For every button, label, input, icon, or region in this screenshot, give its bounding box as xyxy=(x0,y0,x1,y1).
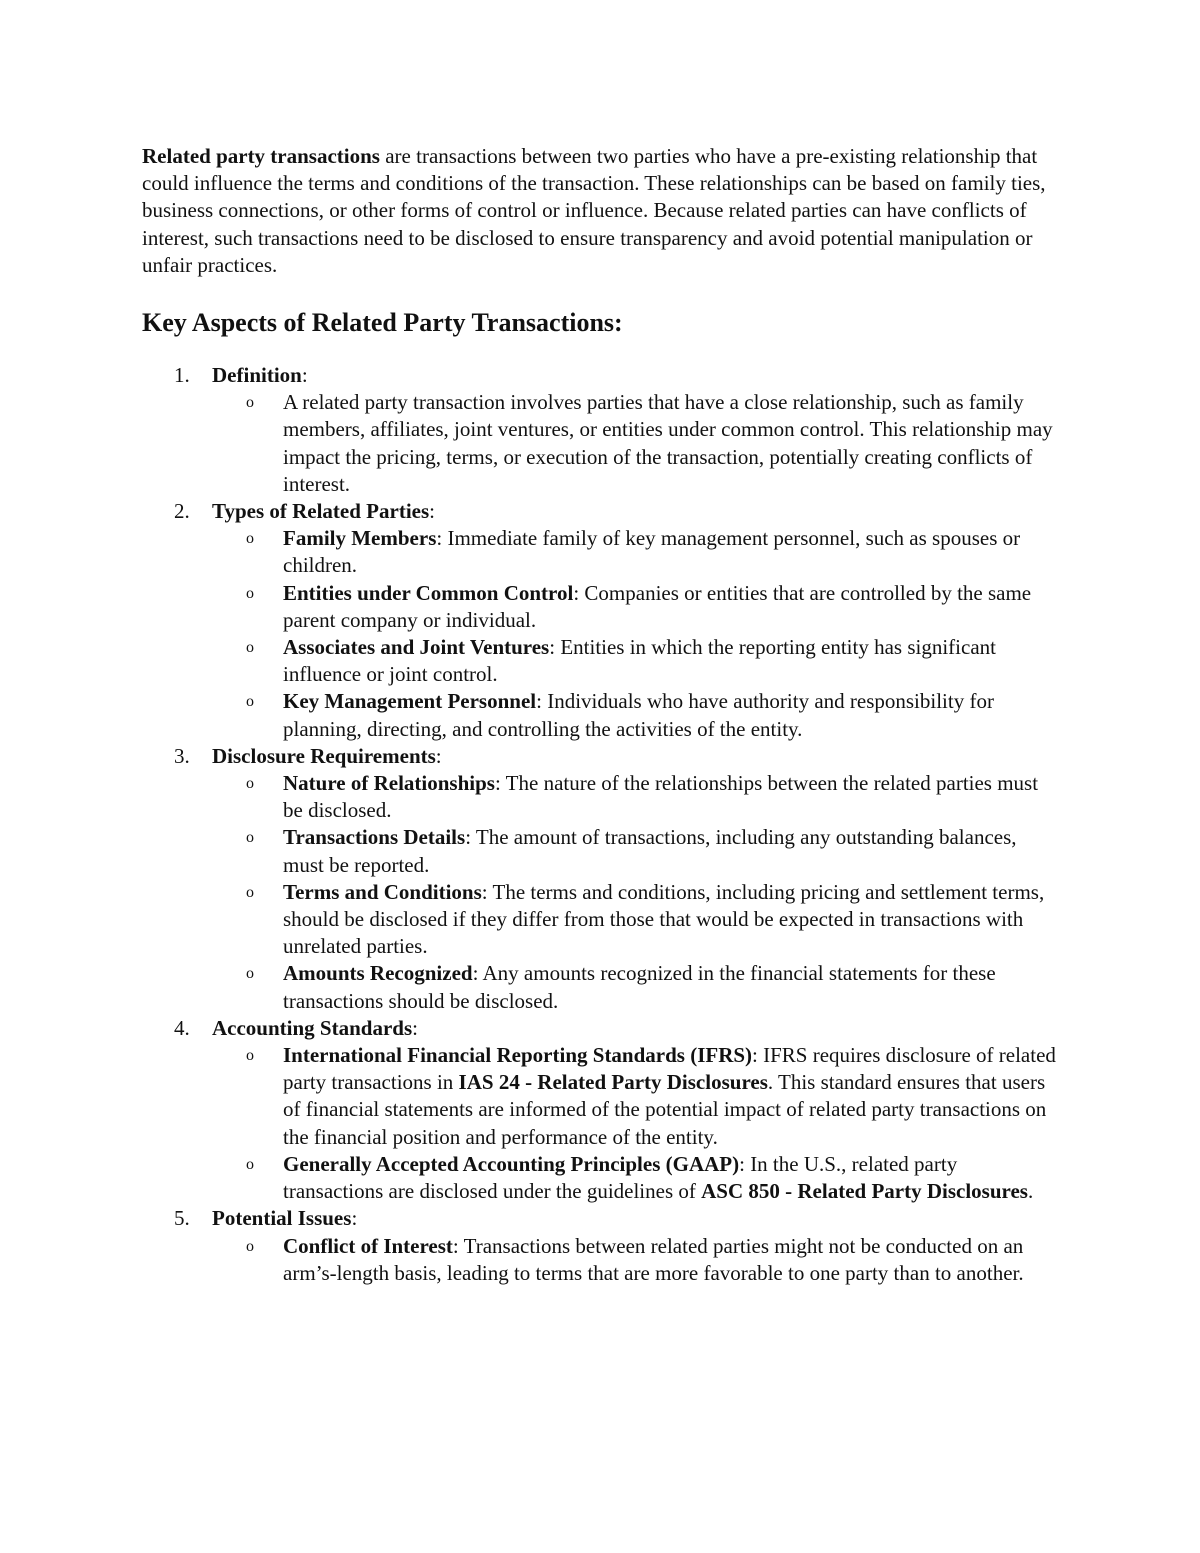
bullet-marker-icon: o xyxy=(246,829,254,847)
aspect-number: 4. xyxy=(174,1015,190,1040)
bullet-point xyxy=(212,960,1056,1014)
section-heading: Key Aspects of Related Party Transactions: xyxy=(142,308,623,337)
point-standard-reference: IAS 24 - Related Party Disclosures xyxy=(458,1070,768,1095)
point-term: Nature of Relationships xyxy=(283,771,495,796)
bullet-point xyxy=(212,525,1056,579)
aspect-title: Potential Issues xyxy=(212,1206,352,1231)
bullet-marker-icon: o xyxy=(246,775,254,793)
bullet-point xyxy=(212,1233,1056,1287)
bullet-marker-icon: o xyxy=(246,965,254,983)
bullet-point xyxy=(212,1151,1056,1205)
bullet-point xyxy=(212,580,1056,634)
point-term: Transactions Details xyxy=(283,825,466,850)
bullet-marker-icon: o xyxy=(246,1237,254,1255)
bullet-marker-icon: o xyxy=(246,1047,254,1065)
point-term: Family Members xyxy=(283,526,437,551)
bullet-point xyxy=(212,688,1056,742)
aspect-title-colon: : xyxy=(429,499,435,524)
bullet-marker-icon: o xyxy=(246,530,254,548)
aspect-points xyxy=(212,1042,1072,1205)
point-term: Key Management Personnel xyxy=(283,689,537,714)
intro-lead-term: Related party transactions xyxy=(142,144,380,168)
bullet-point xyxy=(212,634,1056,688)
point-term: Generally Accepted Accounting Principles (GAAP) xyxy=(283,1151,740,1176)
aspect-number: 3. xyxy=(174,743,190,768)
point-text: : The terms and conditions, including pricing and settlement terms, should be disclosed if they differ from those that would be expected in transactions with unrelated parties. xyxy=(283,879,1045,959)
point-term: Entities under Common Control xyxy=(283,580,574,605)
bullet-point xyxy=(212,1042,1056,1151)
aspect-title: Disclosure Requirements xyxy=(212,743,436,768)
point-term: Terms and Conditions xyxy=(283,879,482,904)
point-text: : Entities in which the reporting entity has significant influence or joint control. xyxy=(283,635,996,687)
bullet-marker-icon: o xyxy=(246,883,254,901)
intro-text: are transactions between two parties who have a pre-existing relationship that could influence the terms and conditions of the transaction. These relationships can be based on family ties, business connections, or other forms of control or influence. Because related parties can have conflicts of interest, such transactions need to be disclosed to ensure transparency and avoid potential manipulation or unfair practices. xyxy=(142,144,1046,277)
point-term: Conflict of Interest xyxy=(283,1233,453,1258)
bullet-marker-icon: o xyxy=(246,693,254,711)
aspect-number: 2. xyxy=(174,499,190,524)
point-term: Amounts Recognized xyxy=(283,961,473,986)
aspect-item xyxy=(0,1205,1072,1287)
bullet-point xyxy=(212,770,1056,824)
aspect-number: 1. xyxy=(174,363,190,387)
aspect-points xyxy=(212,525,1072,743)
aspect-title: Types of Related Parties xyxy=(212,499,430,524)
point-text: : Companies or entities that are controlled by the same parent company or individual. xyxy=(283,580,1032,632)
point-text: : Immediate family of key management personnel, such as spouses or children. xyxy=(283,526,1021,578)
bullet-marker-icon: o xyxy=(246,584,254,602)
aspect-points xyxy=(212,1233,1072,1287)
bullet-point xyxy=(212,389,1056,498)
bullet-marker-icon: o xyxy=(246,639,254,657)
aspect-title: Accounting Standards xyxy=(212,1015,413,1040)
point-text-continued: . xyxy=(1027,1179,1034,1204)
intro-paragraph xyxy=(142,143,1062,279)
point-standard-reference: ASC 850 - Related Party Disclosures xyxy=(701,1179,1028,1204)
aspect-item xyxy=(0,362,1072,498)
aspect-item xyxy=(0,743,1072,1015)
aspect-title-colon: : xyxy=(301,363,308,387)
point-term: International Financial Reporting Standards (IFRS) xyxy=(283,1043,753,1068)
aspect-item xyxy=(0,1015,1072,1205)
point-text: : Individuals who have authority and responsibility for planning, directing, and controlling the activities of the entity. xyxy=(283,689,994,741)
bullet-marker-icon: o xyxy=(246,394,254,412)
point-text: A related party transaction involves parties that have a close relationship, such as family members, affiliates, joint ventures, or entities under common control. This relationship may impact the pricing, terms, or execution of the transaction, potentially creating conflicts of interest. xyxy=(283,390,1053,496)
bullet-marker-icon: o xyxy=(246,1155,254,1173)
point-text: : The amount of transactions, including any outstanding balances, must be reported. xyxy=(283,825,1017,877)
aspect-item xyxy=(0,498,1072,743)
point-term: Associates and Joint Ventures xyxy=(283,635,550,660)
aspect-title-colon: : xyxy=(412,1015,418,1040)
bullet-point xyxy=(212,879,1056,961)
point-text: : IFRS requires disclosure of related party transactions in xyxy=(283,1043,1056,1095)
aspect-number: 5. xyxy=(174,1206,190,1231)
point-text: : Any amounts recognized in the financial statements for these transactions should be disclosed. xyxy=(283,961,996,1013)
aspect-title: Definition xyxy=(212,363,302,387)
aspect-points xyxy=(212,389,1072,498)
bullet-point xyxy=(212,824,1056,878)
aspect-title-colon: : xyxy=(435,743,442,768)
point-text-continued: . This standard ensures that users of financial statements are informed of the potential impact of related party transactions on the financial position and performance of the entity. xyxy=(283,1070,1047,1149)
aspect-title-colon: : xyxy=(351,1206,358,1231)
aspect-points xyxy=(212,770,1072,1015)
point-text: : In the U.S., related party transactions are disclosed under the guidelines of xyxy=(283,1151,958,1204)
aspects-list xyxy=(0,362,1072,1287)
point-text: : Transactions between related parties might not be conducted on an arm’s-length basis, leading to terms that are more favorable to one party than to another. xyxy=(283,1233,1024,1285)
point-text: : The nature of the relationships between the related parties must be disclosed. xyxy=(283,771,1039,823)
